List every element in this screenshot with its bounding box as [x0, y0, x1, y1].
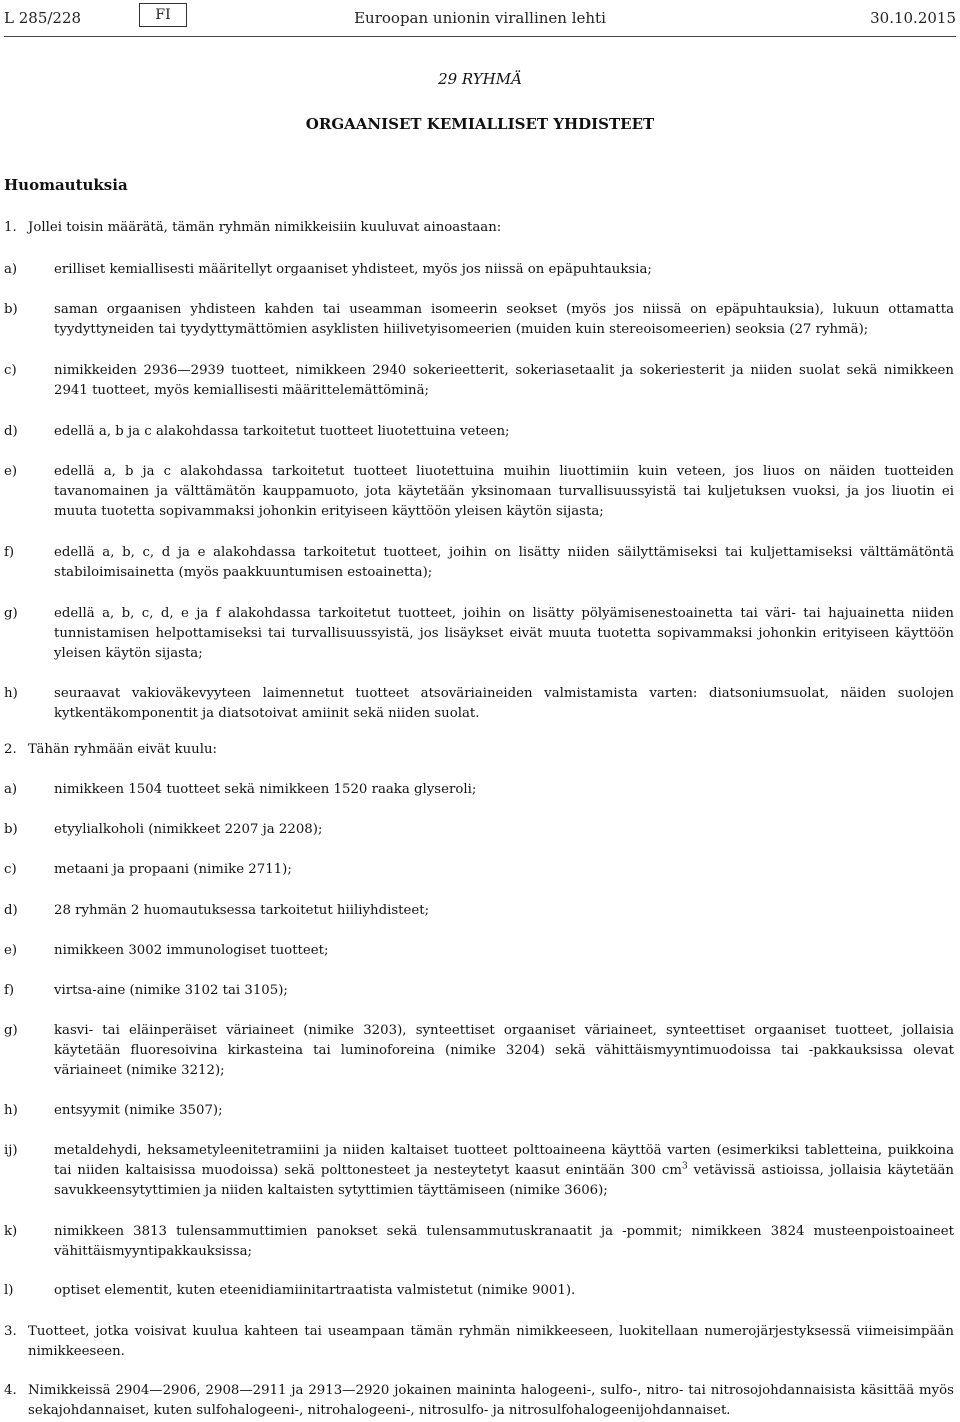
note-text: Tuotteet, jotka voisivat kuulua kahteen tai useampaan tämän ryhmän nimikkeeseen, luokitellaan numerojärjestyksessä viimeisimpään nimikkeeseen. [28, 1324, 954, 1359]
item-text: edellä a, b ja c alakohdassa tarkoitetut tuotteet liuotettuina veteen; [54, 424, 510, 439]
item-label: e) [4, 943, 18, 958]
note-2-item-h [4, 1101, 954, 1121]
item-label: ij) [4, 1143, 18, 1158]
item-label: b) [4, 822, 18, 837]
item-text-part-1: metaldehydi, heksametyleenitetramiini ja niiden kaltaiset tuotteet polttoaineena käyttöä varten (esimerkiksi tabletteina, puikkoina tai niiden kaltaisissa muodoissa) sekä polttonesteet ja nesteytetyt kaasut enintään 300 cm [54, 1143, 954, 1178]
item-text: 28 ryhmän 2 huomautuksessa tarkoitetut hiiliyhdisteet; [54, 903, 430, 918]
note-text: Jollei toisin määrätä, tämän ryhmän nimikkeisiin kuuluvat ainoastaan: [28, 220, 502, 235]
item-text: entsyymit (nimike 3507); [54, 1103, 223, 1118]
note-2-item-e [4, 941, 954, 961]
note-2-item-l [4, 1281, 954, 1301]
note-1-item-c [4, 361, 954, 401]
item-label: e) [4, 464, 18, 479]
item-text: nimikkeen 3002 immunologiset tuotteet; [54, 943, 329, 958]
item-label: k) [4, 1224, 18, 1239]
note-3 [4, 1322, 954, 1362]
note-1-item-d [4, 422, 954, 442]
note-2-item-b [4, 820, 954, 840]
note-1-intro [4, 218, 954, 238]
superscript: 3 [681, 1161, 688, 1172]
note-4 [4, 1381, 954, 1421]
note-number: 1. [4, 220, 17, 235]
item-label: c) [4, 363, 17, 378]
header-divider [4, 36, 956, 37]
note-2-item-f [4, 981, 954, 1001]
publication-date: 30.10.2015 [870, 9, 956, 27]
item-text: etyylialkoholi (nimikkeet 2207 ja 2208); [54, 822, 323, 837]
item-label: d) [4, 903, 18, 918]
item-label: d) [4, 424, 18, 439]
note-2-item-c [4, 860, 954, 880]
item-text [4, 1141, 954, 1201]
item-label: b) [4, 302, 18, 317]
item-label: g) [4, 606, 18, 621]
notes-heading: Huomautuksia [4, 176, 128, 194]
item-text: saman orgaanisen yhdisteen kahden tai useamman isomeerin seokset (myös jos niissä on epäpuhtauksia), lukuun ottamatta tyydyttyneiden tai tyydyttymättömien asyklisten hiilivetyisomeerien (muiden kuin stereoisomeerien) seoksia (27 ryhmä); [54, 302, 954, 337]
item-label: h) [4, 686, 18, 701]
item-label: l) [4, 1283, 14, 1298]
item-text: edellä a, b, c, d, e ja f alakohdassa tarkoitetut tuotteet, joihin on lisätty pölyämisenestoainetta tai väri- tai hajuainetta niiden tunnistamisen helpottamiseksi tai turvallisuussyistä, jos lisäykset eivät muuta tuotetta sopivammaksi johonkin erityiseen käyttöön yleisen käytön sijasta; [54, 606, 954, 661]
item-text: nimikkeen 1504 tuotteet sekä nimikkeen 1520 raaka glyseroli; [54, 782, 477, 797]
note-1-item-g [4, 604, 954, 664]
item-text: nimikkeiden 2936—2939 tuotteet, nimikkeen 2940 sokerieetterit, sokeriasetaalit ja sokeriesterit ja niiden suolat sekä nimikkeen 2941 tuotteet, myös kemiallisesti määrittelemättöminä; [54, 363, 954, 398]
note-2-item-a [4, 780, 954, 800]
item-text: edellä a, b, c, d ja e alakohdassa tarkoitetut tuotteet, joihin on lisätty niiden säilyttämiseksi tai kuljettamiseksi välttämätöntä stabiloimisainetta (myös paakkuuntumisen estoainetta); [54, 545, 954, 580]
language-badge: FI [139, 3, 187, 27]
group-title: 29 RYHMÄ [438, 70, 522, 88]
note-2-item-d [4, 901, 954, 921]
note-1-item-e [4, 462, 954, 522]
item-text: edellä a, b ja c alakohdassa tarkoitetut tuotteet liuotettuina muihin liuottimiin kuin veteen, jos liuos on näiden tuotteiden tavanomainen ja välttämätön kauppamuoto, jota käytetään yksinomaan turvallisuussyistä tai kuljetuksen vuoksi, ja jos liuotin ei muuta tuotetta sopivammaksi johonkin erityiseen käyttöön yleisen käytön sijasta; [54, 464, 954, 519]
item-text-part-2: vetävissä astioissa, jollaisia käytetään savukkeensytyttimien ja niiden kaltaisten sytyttimien täyttämiseen (nimike 3606); [54, 1163, 954, 1198]
item-text: virtsa-aine (nimike 3102 tai 3105); [54, 983, 288, 998]
note-2-item-ij [4, 1141, 954, 1201]
note-1-item-b [4, 300, 954, 340]
note-1-item-a [4, 260, 954, 280]
chapter-title: ORGAANISET KEMIALLISET YHDISTEET [305, 115, 655, 133]
item-text: nimikkeen 3813 tulensammuttimien panokset sekä tulensammutuskranaatit ja -pommit; nimikkeen 3824 musteenpoistoaineet vähittäismyyntipakkauksissa; [54, 1224, 954, 1259]
item-label: h) [4, 1103, 18, 1118]
note-number: 4. [4, 1383, 17, 1398]
journal-reference: L 285/228 [4, 9, 82, 27]
note-2-intro [4, 740, 954, 760]
item-text: optiset elementit, kuten eteenidiamiinitartraatista valmistetut (nimike 9001). [54, 1283, 576, 1298]
note-1-item-f [4, 543, 954, 583]
item-text: erilliset kemiallisesti määritellyt orgaaniset yhdisteet, myös jos niissä on epäpuhtauksia; [54, 262, 652, 277]
note-number: 2. [4, 742, 17, 757]
note-text: Tähän ryhmään eivät kuulu: [28, 742, 217, 757]
item-label: f) [4, 983, 15, 998]
item-text: metaani ja propaani (nimike 2711); [54, 862, 292, 877]
note-number: 3. [4, 1324, 17, 1339]
note-1-item-h [4, 684, 954, 724]
item-text: seuraavat vakioväkevyyteen laimennetut tuotteet atsoväriaineiden valmistamista varten: diatsoniumsuolat, näiden suolojen kytkentäkomponentit ja diatsotoivat amiinit sekä niiden suolat. [54, 686, 954, 721]
note-text: Nimikkeissä 2904—2906, 2908—2911 ja 2913—2920 jokainen maininta halogeeni-, sulfo-, nitro- tai nitrosojohdannaisista käsittää myös sekajohdannaiset, kuten sulfohalogeeni-, nitrohalogeeni-, nitrosulfo- ja nitrosulfohalogeenijohdannaiset. [28, 1383, 954, 1418]
journal-title: Euroopan unionin virallinen lehti [354, 9, 606, 27]
item-text: kasvi- tai eläinperäiset väriaineet (nimike 3203), synteettiset orgaaniset väriaineet, synteettiset orgaaniset tuotteet, jollaisia käytetään fluoresoivina kirkasteina tai luminoforeina (nimike 3204) sekä vähittäismyyntimuodoissa tai -pakkauksissa olevat väriaineet (nimike 3212); [54, 1023, 954, 1078]
item-label: a) [4, 782, 18, 797]
item-label: c) [4, 862, 17, 877]
note-2-item-k [4, 1222, 954, 1262]
item-label: f) [4, 545, 15, 560]
item-label: a) [4, 262, 18, 277]
note-2-item-g [4, 1021, 954, 1081]
page-header [4, 8, 956, 30]
item-label: g) [4, 1023, 18, 1038]
